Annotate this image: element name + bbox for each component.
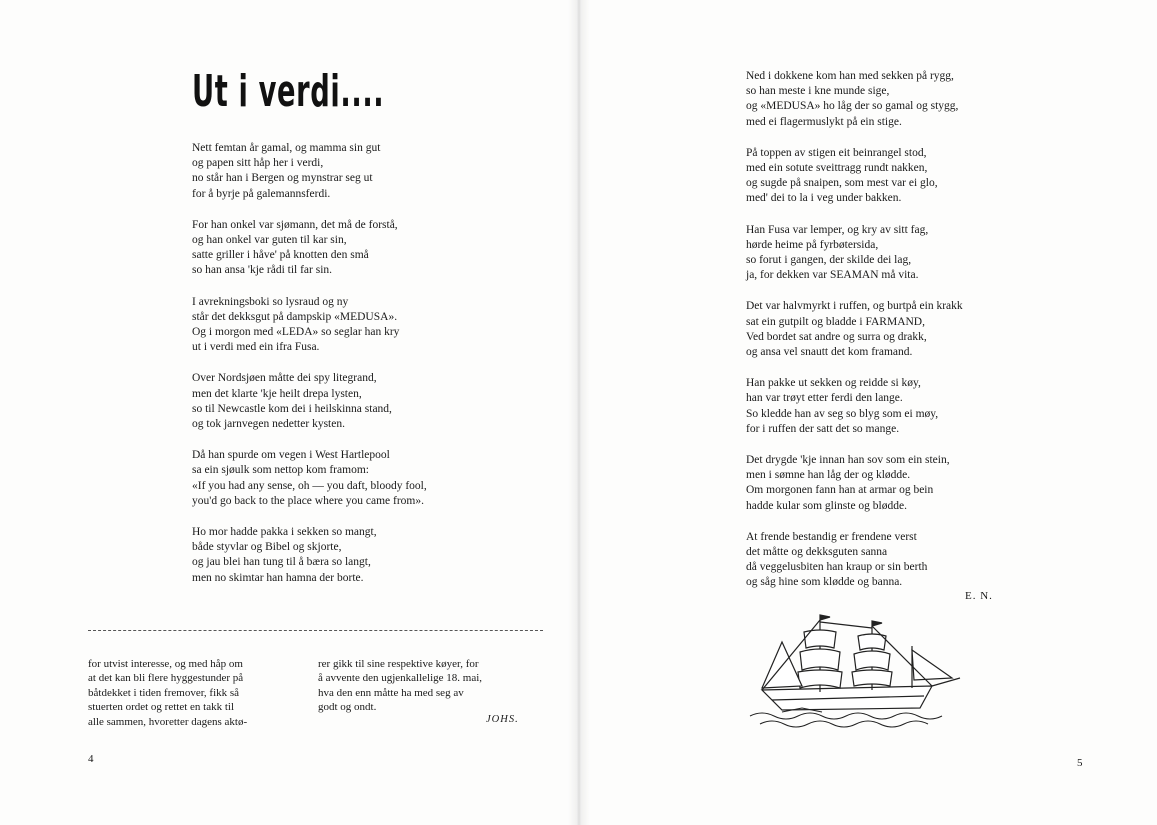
poem-line: ja, for dekken var SEAMAN må vita.	[746, 269, 919, 282]
stanza	[746, 223, 963, 284]
poem-line: og «MEDUSA» ho låg der so gamal og stygg,	[746, 100, 959, 113]
article-line: godt og ondt.	[318, 701, 377, 714]
stanza	[746, 299, 963, 360]
stanza	[192, 141, 427, 202]
poem-title: Ut i verdi....	[192, 66, 385, 117]
article-column-1	[88, 657, 300, 729]
poem-line: At frende bestandig er frendene verst	[746, 530, 917, 543]
poem-line: Då han spurde om vegen i West Hartlepool	[192, 449, 390, 462]
stanza	[746, 453, 963, 514]
poem-line: og han onkel var guten til kar sin,	[192, 234, 347, 247]
poem-line: you'd go back to the place where you came from».	[192, 494, 424, 507]
poem-line: men det klarte 'kje heilt drepa lysten,	[192, 387, 362, 400]
stanza	[192, 448, 427, 509]
article-line: stuerten ordet og rettet en takk til	[88, 701, 235, 714]
poem-line: «If you had any sense, oh — you daft, bloody fool,	[192, 479, 427, 492]
right-poem	[746, 69, 963, 607]
stanza	[746, 376, 963, 437]
article-column-2	[318, 657, 532, 715]
article-line: å avvente den ugjenkallelige 18. mai,	[318, 672, 483, 685]
poem-line: og sugde på snaipen, som mest var ei glo,	[746, 177, 938, 190]
poem-signature: E. N.	[965, 590, 993, 602]
stanza	[746, 530, 963, 591]
article-line: rer gikk til sine respektive køyer, for	[318, 658, 479, 670]
poem-line: hørde heime på fyrbøtersida,	[746, 238, 879, 251]
poem-line: Han Fusa var lemper, og kry av sitt fag,	[746, 223, 929, 236]
poem-line: so han ansa 'kje rådi til far sin.	[192, 264, 333, 277]
poem-line: hadde kular som glinste og blødde.	[746, 499, 907, 512]
poem-line: og ansa vel snautt det kom framand.	[746, 346, 913, 359]
stanza	[192, 218, 427, 279]
poem-line: står det dekksgut på dampskip «MEDUSA».	[192, 310, 398, 323]
poem-line: Om morgonen fann han at armar og bein	[746, 484, 934, 497]
poem-line: men no skimtar han hamna der borte.	[192, 571, 364, 584]
poem-line: og tok jarnvegen nedetter kysten.	[192, 418, 345, 431]
poem-line: Han pakke ut sekken og reidde si køy,	[746, 377, 921, 390]
stanza	[192, 295, 427, 356]
stanza	[746, 69, 963, 130]
article-line: alle sammen, hvoretter dagens aktø-	[88, 715, 248, 728]
poem-line: so til Newcastle kom dei i heilskinna stand,	[192, 402, 392, 415]
poem-line: satte griller i håve' på knotten den små	[192, 249, 369, 262]
poem-line: og jau blei han tung til å bæra so langt,	[192, 556, 371, 569]
stanza	[746, 146, 963, 207]
stanza	[192, 371, 427, 432]
poem-line: han var trøyt etter ferdi den lange.	[746, 392, 903, 405]
article-line: for utvist interesse, og med håp om	[88, 658, 243, 670]
poem-line: so forut i gangen, der skilde dei lag,	[746, 254, 912, 267]
poem-line: Det drygde 'kje innan han sov som ein stein,	[746, 454, 950, 467]
article-line: hva den enn måtte ha med seg av	[318, 686, 464, 699]
article-line: båtdekket i tiden fremover, fikk så	[88, 686, 240, 699]
poem-line: no står han i Bergen og mynstrar seg ut	[192, 172, 373, 185]
poem-line: for i ruffen der satt det so mange.	[746, 422, 900, 435]
page-number-right: 5	[1077, 757, 1083, 769]
poem-line: Og i morgon med «LEDA» so seglar han kry	[192, 326, 400, 339]
poem-line: I avrekningsboki so lysraud og ny	[192, 295, 349, 308]
poem-line: med' dei to la i veg under bakken.	[746, 192, 902, 205]
poem-line: Nett femtan år gamal, og mamma sin gut	[192, 142, 381, 154]
poem-line: med ein sotute sveittragg rundt nakken,	[746, 162, 928, 175]
article-line: at det kan bli flere hyggestunder på	[88, 672, 244, 685]
poem-line: Det var halvmyrkt i ruffen, og burtpå ein krakk	[746, 300, 963, 313]
poem-line: ut i verdi med ein ifra Fusa.	[192, 341, 320, 354]
poem-line: so han meste i kne munde sige,	[746, 85, 890, 98]
poem-line: og papen sitt håp her i verdi,	[192, 157, 324, 170]
sailing-ship-illustration	[742, 612, 964, 737]
poem-line: Ved bordet sat andre og surra og drakk,	[746, 330, 927, 343]
poem-line: Ned i dokkene kom han med sekken på rygg,	[746, 70, 954, 82]
poem-line: På toppen av stigen eit beinrangel stod,	[746, 146, 927, 159]
article-author: JOHS.	[486, 714, 519, 725]
left-page	[0, 0, 578, 825]
book-gutter	[568, 0, 590, 825]
stanza	[192, 525, 427, 586]
page-number-left: 4	[88, 753, 94, 765]
poem-line: sat ein gutpilt og bladde i FARMAND,	[746, 315, 925, 328]
poem-line: sa ein sjøulk som nettop kom framom:	[192, 464, 369, 477]
left-poem	[192, 141, 427, 602]
poem-line: men i sømne han låg der og kløddе.	[746, 469, 911, 482]
poem-line: Ho mor hadde pakka i sekken so mangt,	[192, 526, 377, 539]
poem-line: då veggelusbiten han kraup or sin berth	[746, 561, 928, 574]
poem-line: både styvlar og Bibel og skjorte,	[192, 541, 342, 554]
poem-line: So kledde han av seg so blyg som ei møy,	[746, 407, 939, 420]
poem-line: for å byrje på galemannsferdi.	[192, 187, 331, 200]
poem-line: med ei flagermuslykt på ein stige.	[746, 115, 902, 128]
poem-line: Over Nordsjøen måtte dei spy litegrand,	[192, 372, 377, 385]
poem-line: For han onkel var sjømann, det må de forstå,	[192, 218, 398, 231]
poem-line: det måtte og dekksguten sanna	[746, 546, 888, 559]
section-divider	[88, 630, 543, 631]
poem-line: og såg hine som kløddе og banna.	[746, 576, 903, 589]
